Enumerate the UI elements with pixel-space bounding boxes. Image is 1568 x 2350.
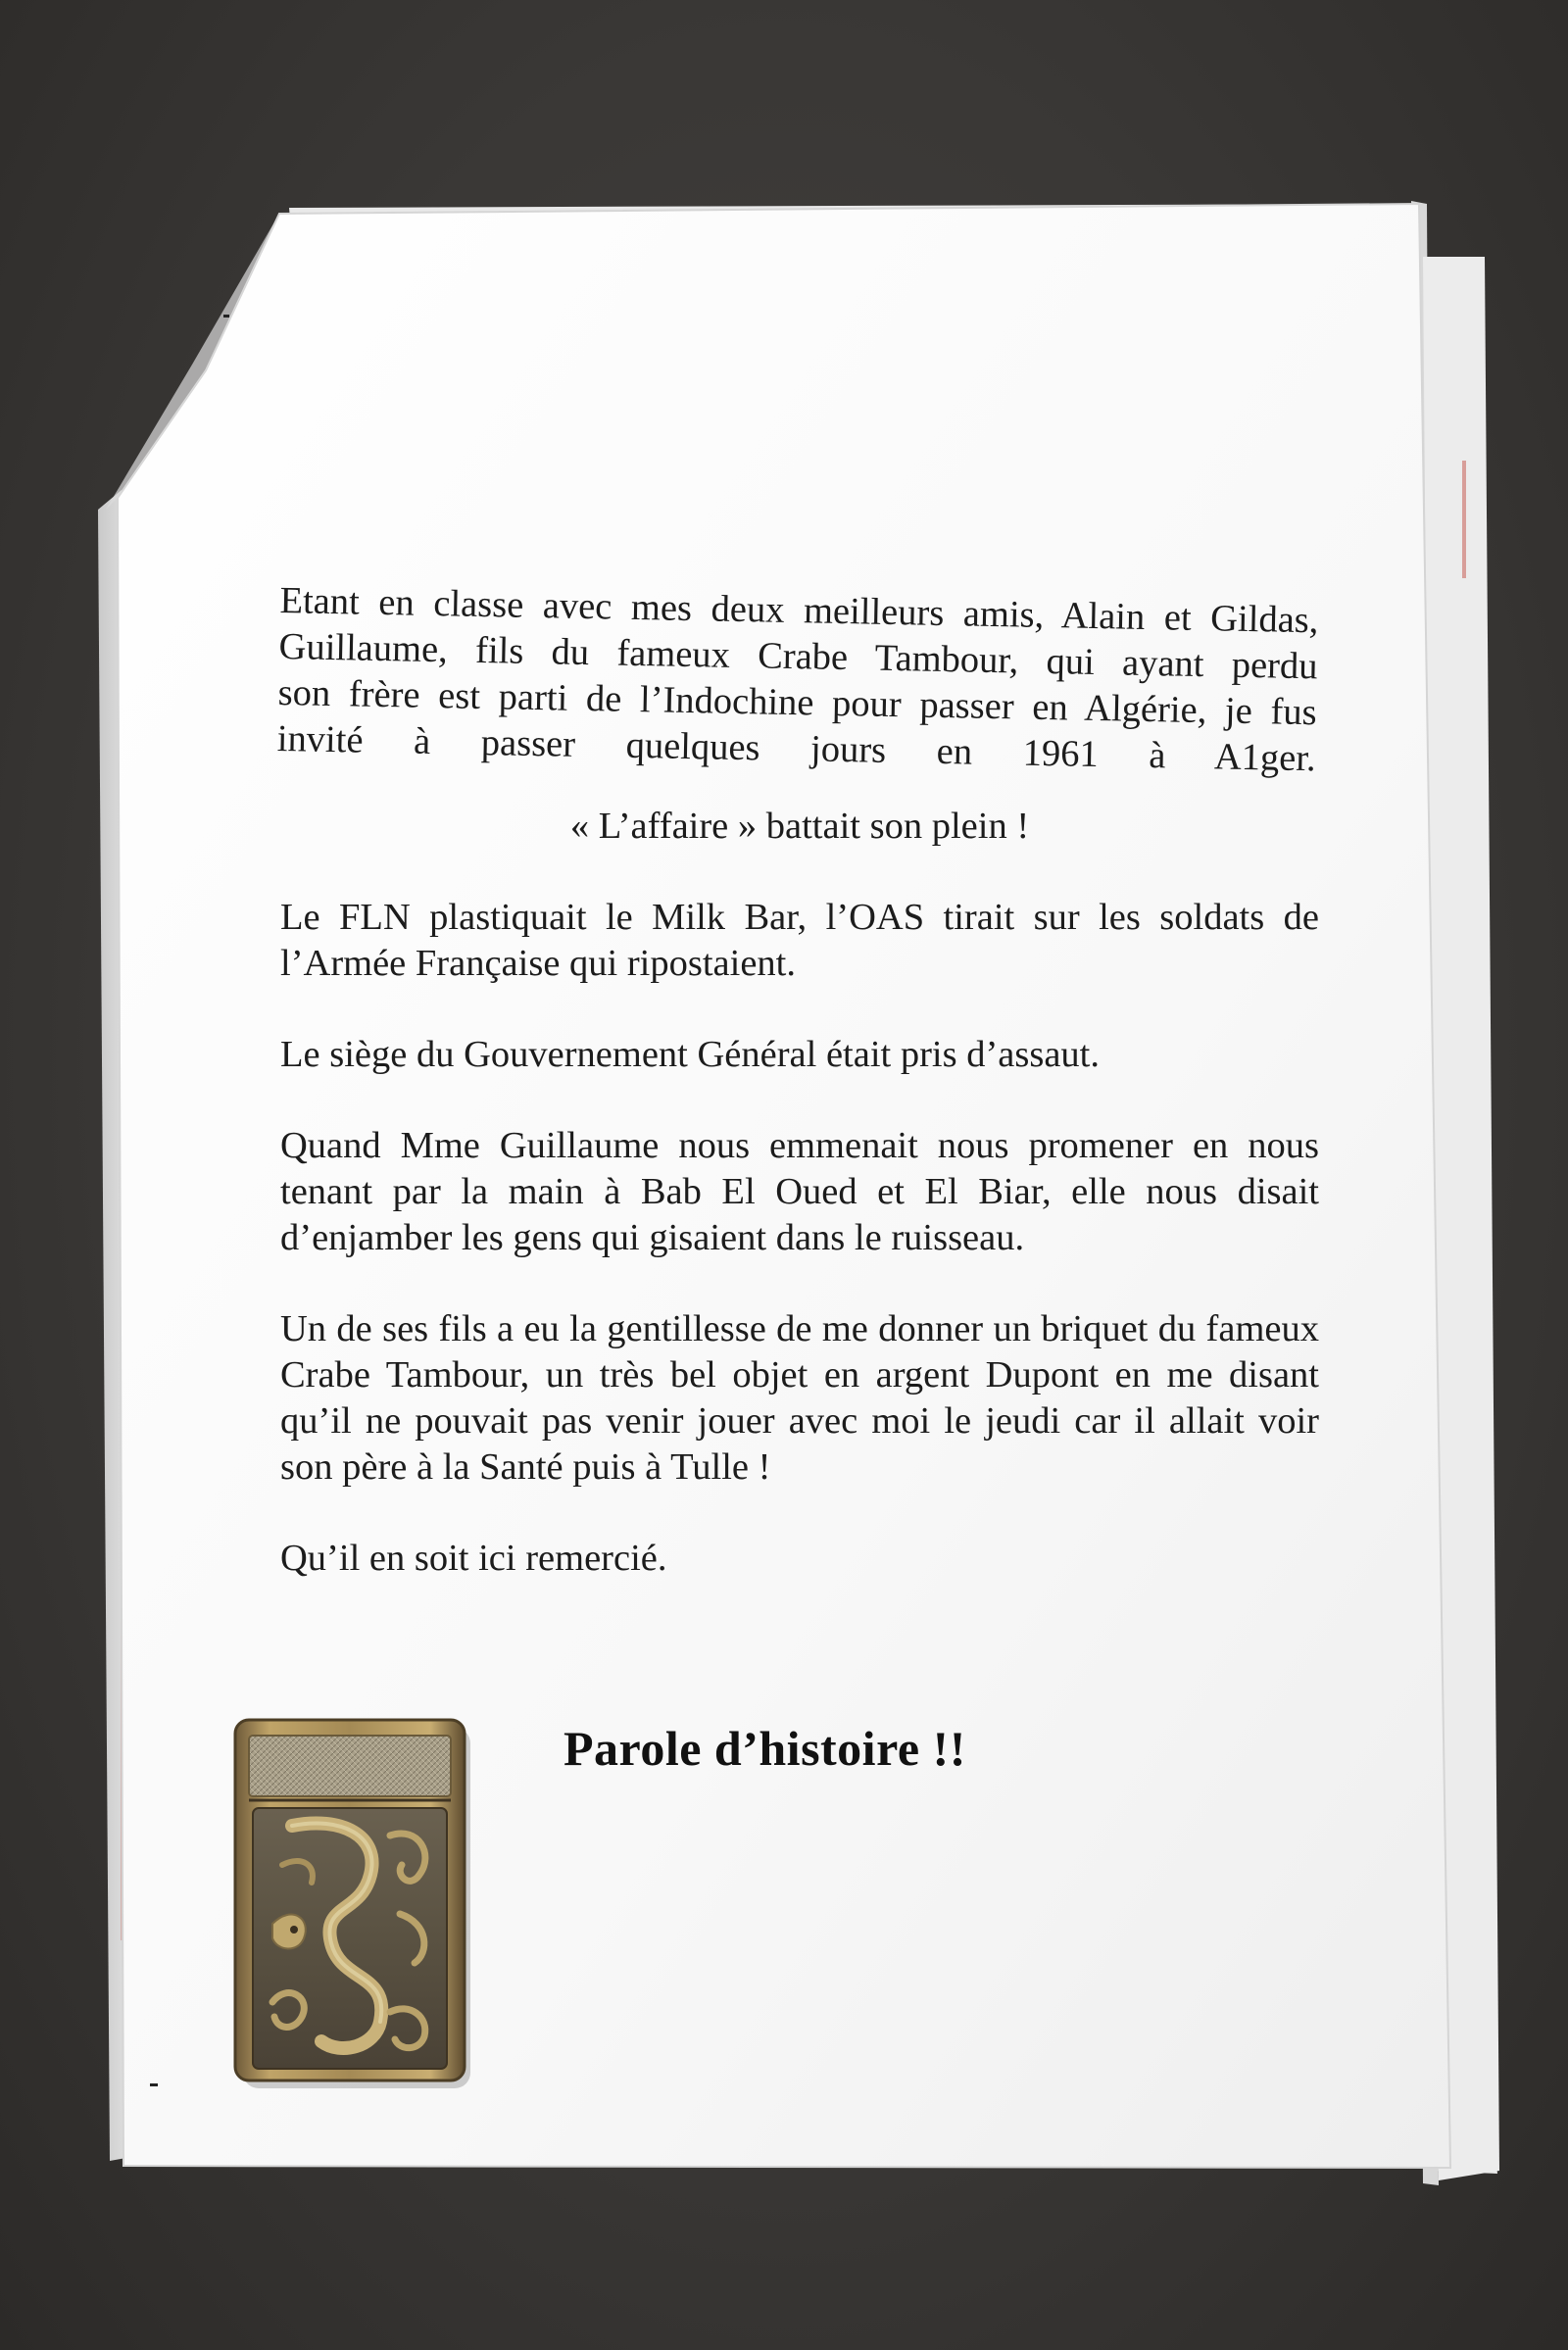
paragraph-remerciement: Qu’il en soit ici remercié. xyxy=(280,1538,667,1579)
paragraph-promenade: Quand Mme Guillaume nous emmenait nous promener en nous tenant par la main à Bab El Oued et El Biar, elle nous disait d’enjamber les gens qui gisaient dans le ruisseau. xyxy=(280,1125,1319,1258)
letter-body xyxy=(276,578,1319,1627)
paragraph-intro xyxy=(276,578,1318,782)
engraved-dragon-lighter-icon xyxy=(233,1718,472,2090)
ink-speck xyxy=(223,315,229,318)
document-title: Parole d’histoire !! xyxy=(564,1721,966,1776)
intro-line: Etant en classe avec mes deux meilleurs amis, Alain et Gildas, xyxy=(279,579,1319,642)
paragraph-siege: Le siège du Gouvernement Général était pris d’assaut. xyxy=(280,1034,1101,1075)
intro-line: son frère est parti de l’Indochine pour passer en Algérie, je fus xyxy=(277,671,1317,734)
intro-line: invité à passer quelques jours en 1961 à A1ger. xyxy=(276,717,1317,780)
ink-speck xyxy=(150,2083,158,2086)
intro-line: Guillaume, fils du fameux Crabe Tambour, qui ayant perdu xyxy=(278,625,1318,688)
paragraph-fln: Le FLN plastiquait le Milk Bar, l’OAS tirait sur les soldats de l’Armée Française qui ripostaient. xyxy=(280,897,1319,984)
paragraph-affaire: « L’affaire » battait son plein ! xyxy=(569,806,1030,847)
paragraph-briquet: Un de ses fils a eu la gentillesse de me donner un briquet du fameux Crabe Tambour, un très bel objet en argent Dupont en me disant qu’il ne pouvait pas venir jouer avec moi le jeudi car il allait voir son père à la Santé puis à Tulle ! xyxy=(280,1308,1319,1488)
